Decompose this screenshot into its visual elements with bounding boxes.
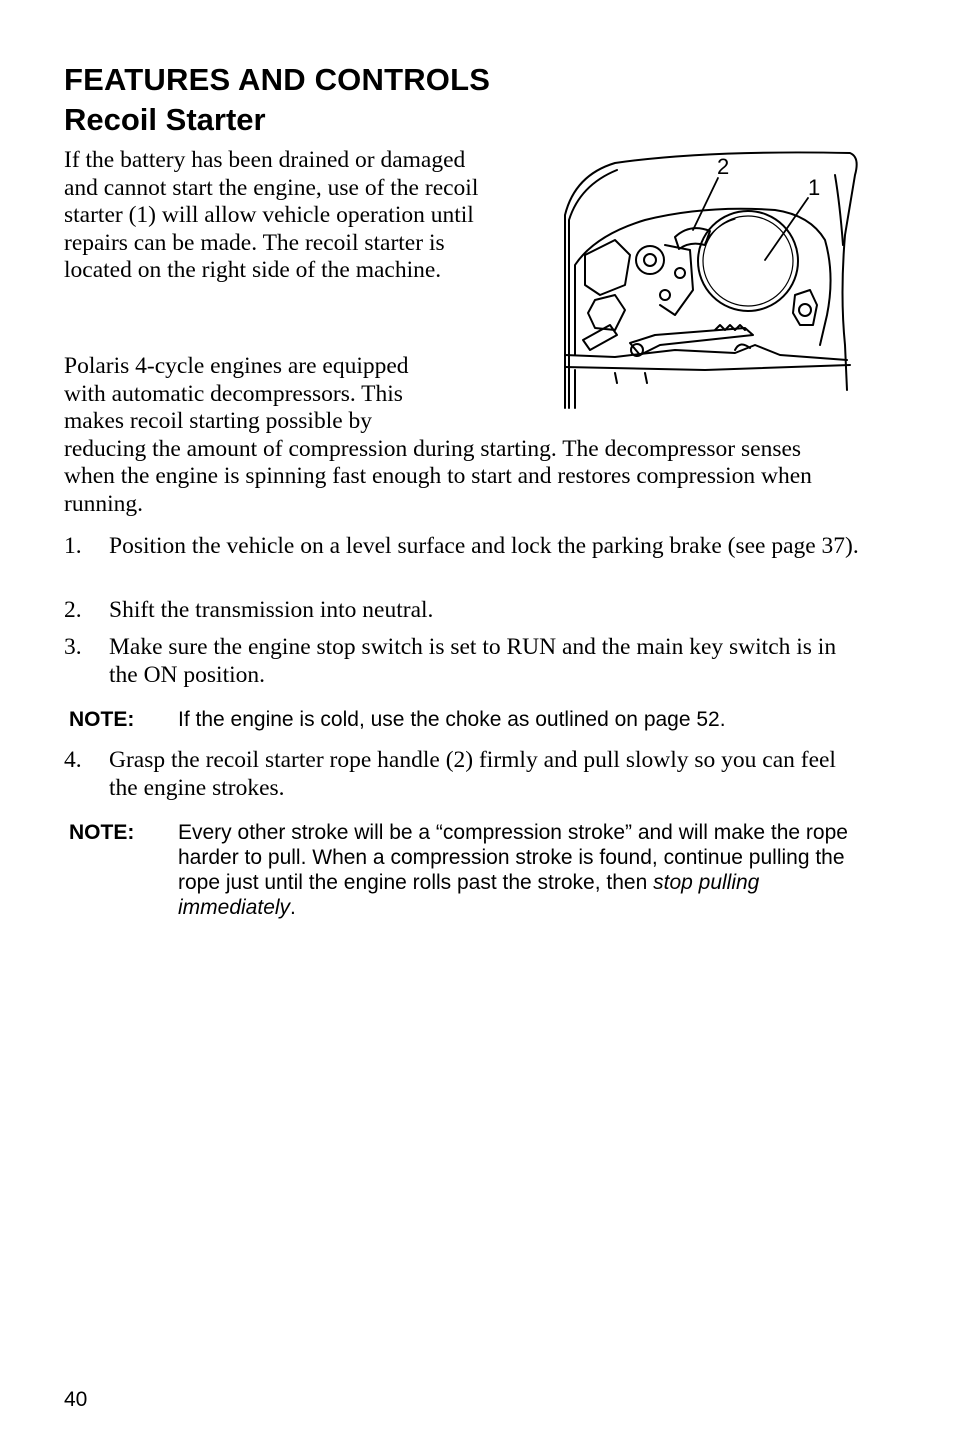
callout-1-label: 1 bbox=[808, 175, 821, 200]
step-text: Shift the transmission into neutral. bbox=[109, 597, 434, 623]
step-text: Position the vehicle on a level surface and lock the parking brake (see page 37). bbox=[109, 533, 859, 559]
step-number: 2. bbox=[64, 597, 82, 623]
step-number: 3. bbox=[64, 634, 82, 660]
note-label: NOTE: bbox=[69, 821, 135, 844]
note-emphasis: stop pulling immediately bbox=[178, 871, 760, 919]
note-text: Every other stroke will be a “compression stroke” and will make the rope harder to pull. When a compression stroke is found, continue pulling the rope just until the engine rolls past the stroke, then bbox=[178, 821, 848, 894]
section-title: FEATURES AND CONTROLS bbox=[64, 62, 491, 97]
note-end: . bbox=[290, 896, 296, 919]
intro-paragraph-2-text: Polaris 4-cycle engines are equipped with automatic decompressors. This makes recoil starting possible by reducing the amount of compression during starting. The decompressor senses when the engine is spinning fast enough to start and restores compression when running. bbox=[64, 353, 812, 517]
figure-wrap-spacer bbox=[454, 353, 834, 435]
step-text: Make sure the engine stop switch is set to RUN and the main key switch is in the ON position. bbox=[109, 634, 837, 688]
step-text: Grasp the recoil starter rope handle (2) firmly and pull slowly so you can feel the engine strokes. bbox=[109, 747, 836, 801]
note-text: If the engine is cold, use the choke as outlined on page 52. bbox=[178, 708, 726, 731]
page-number: 40 bbox=[64, 1388, 88, 1411]
page-subtitle: Recoil Starter bbox=[64, 102, 266, 137]
callout-2-label: 2 bbox=[717, 154, 730, 179]
note-label: NOTE: bbox=[69, 708, 135, 731]
intro-paragraph-2 bbox=[64, 353, 834, 518]
note-text-container bbox=[178, 820, 878, 920]
step-number: 4. bbox=[64, 747, 82, 773]
intro-paragraph-1: If the battery has been drained or damaged and cannot start the engine, use of the recoil starter (1) will allow vehicle operation until repairs can be made. The recoil starter is located on the right side of the machine. bbox=[64, 147, 479, 283]
step-number: 1. bbox=[64, 533, 82, 559]
